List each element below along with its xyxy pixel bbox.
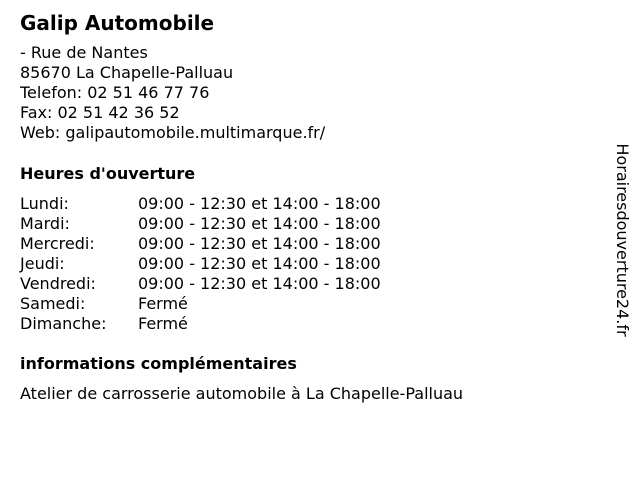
day-label: Lundi: [20,194,69,213]
city-address: 85670 La Chapelle-Palluau [20,63,234,82]
day-hours: 09:00 - 12:30 et 14:00 - 18:00 [138,214,381,233]
additional-info-heading: informations complémentaires [20,354,297,373]
day-label: Jeudi: [20,254,65,273]
day-hours: 09:00 - 12:30 et 14:00 - 18:00 [138,274,381,293]
day-label: Dimanche: [20,314,107,333]
day-hours: Fermé [138,314,188,333]
day-label: Mardi: [20,214,70,233]
day-hours: 09:00 - 12:30 et 14:00 - 18:00 [138,194,381,213]
business-name: Galip Automobile [20,11,215,35]
day-label: Vendredi: [20,274,96,293]
additional-info-text: Atelier de carrosserie automobile à La Chapelle-Palluau [20,384,464,403]
opening-hours-heading: Heures d'ouverture [20,164,196,183]
hours-row-wednesday [20,234,381,254]
phone-number: Telefon: 02 51 46 77 76 [20,83,210,102]
day-label: Mercredi: [20,234,95,253]
hours-row-saturday [20,294,381,314]
hours-row-friday [20,274,381,294]
opening-hours-table [20,194,381,334]
day-hours: 09:00 - 12:30 et 14:00 - 18:00 [138,254,381,273]
day-hours: Fermé [138,294,188,313]
day-label: Samedi: [20,294,86,313]
hours-row-monday [20,194,381,214]
hours-row-sunday [20,314,381,334]
website: Web: galipautomobile.multimarque.fr/ [20,123,326,142]
brand-watermark: Horairesdouverture24.fr [613,143,632,337]
hours-row-thursday [20,254,381,274]
day-hours: 09:00 - 12:30 et 14:00 - 18:00 [138,234,381,253]
address-block [20,43,325,143]
hours-row-tuesday [20,214,381,234]
fax-number: Fax: 02 51 42 36 52 [20,103,180,122]
street-address: - Rue de Nantes [20,43,148,62]
